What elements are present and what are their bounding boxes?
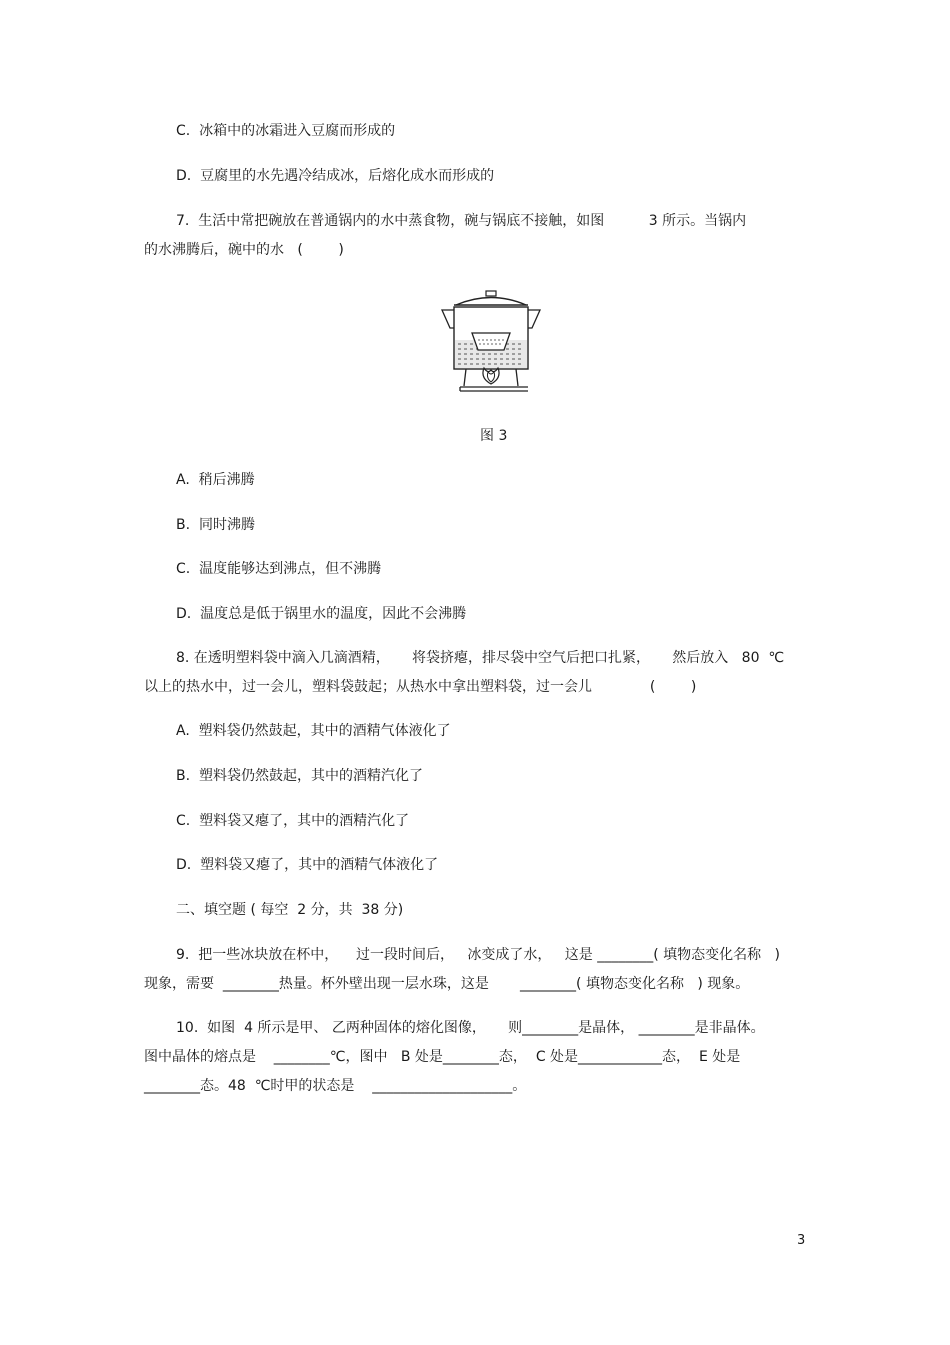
q7-option-c: C. 温度能够达到沸点，但不沸腾 (176, 561, 382, 577)
steaming-pot-figure (436, 288, 546, 398)
q8-option-d: D. 塑料袋又瘪了，其中的酒精气体液化了 (176, 857, 439, 873)
q8-stem-line1: 8. 在透明塑料袋中滴入几滴酒精， 将袋挤瘪，排尽袋中空气后把口扎紧， 然后放入 80 ℃ (176, 650, 785, 666)
figure-caption: 图 3 (480, 428, 508, 444)
page-number: 3 (797, 1233, 806, 1248)
q6-option-c: C. 冰箱中的冰霜进入豆腐而形成的 (176, 123, 396, 139)
section-title: 二、填空题 ( 每空 2 分，共 38 分) (176, 902, 404, 918)
q8-option-a: A. 塑料袋仍然鼓起，其中的酒精气体液化了 (176, 723, 451, 739)
q7-option-b: B. 同时沸腾 (176, 517, 255, 533)
q7-option-a: A. 稍后沸腾 (176, 472, 255, 488)
q7-option-d: D. 温度总是低于锅里水的温度，因此不会沸腾 (176, 606, 467, 622)
q7-stem-line2: 的水沸腾后，碗中的水 ( ) (144, 242, 344, 258)
q6-option-d: D. 豆腐里的水先遇冷结成冰，后熔化成水而形成的 (176, 168, 495, 184)
q8-stem-line2: 以上的热水中，过一会儿，塑料袋鼓起；从热水中拿出塑料袋，过一会儿 ( ) (144, 679, 697, 695)
q7-stem-line1: 7. 生活中常把碗放在普通锅内的水中蒸食物，碗与锅底不接触，如图 3 所示。当锅内 (176, 213, 747, 229)
q8-option-b: B. 塑料袋仍然鼓起，其中的酒精汽化了 (176, 768, 423, 784)
q10-line2: 图中晶体的熔点是 ________℃，图中 B 处是________态， C 处是____________态， E 处是 (144, 1049, 741, 1065)
q10-line1: 10. 如图 4 所示是甲、 乙两种固体的熔化图像， 则________是晶体， ________是非晶体。 (176, 1020, 765, 1036)
q9-line2: 现象，需要 ________热量。杯外壁出现一层水珠，这是 ________( 填物态变化名称 ) 现象。 (144, 976, 750, 992)
q9-line1: 9. 把一些冰块放在杯中， 过一段时间后， 冰变成了水， 这是 ________( 填物态变化名称 ) (176, 947, 780, 963)
q8-option-c: C. 塑料袋又瘪了，其中的酒精汽化了 (176, 813, 410, 829)
q10-line3: ________态。48 ℃时甲的状态是 ____________________。 (144, 1078, 527, 1094)
